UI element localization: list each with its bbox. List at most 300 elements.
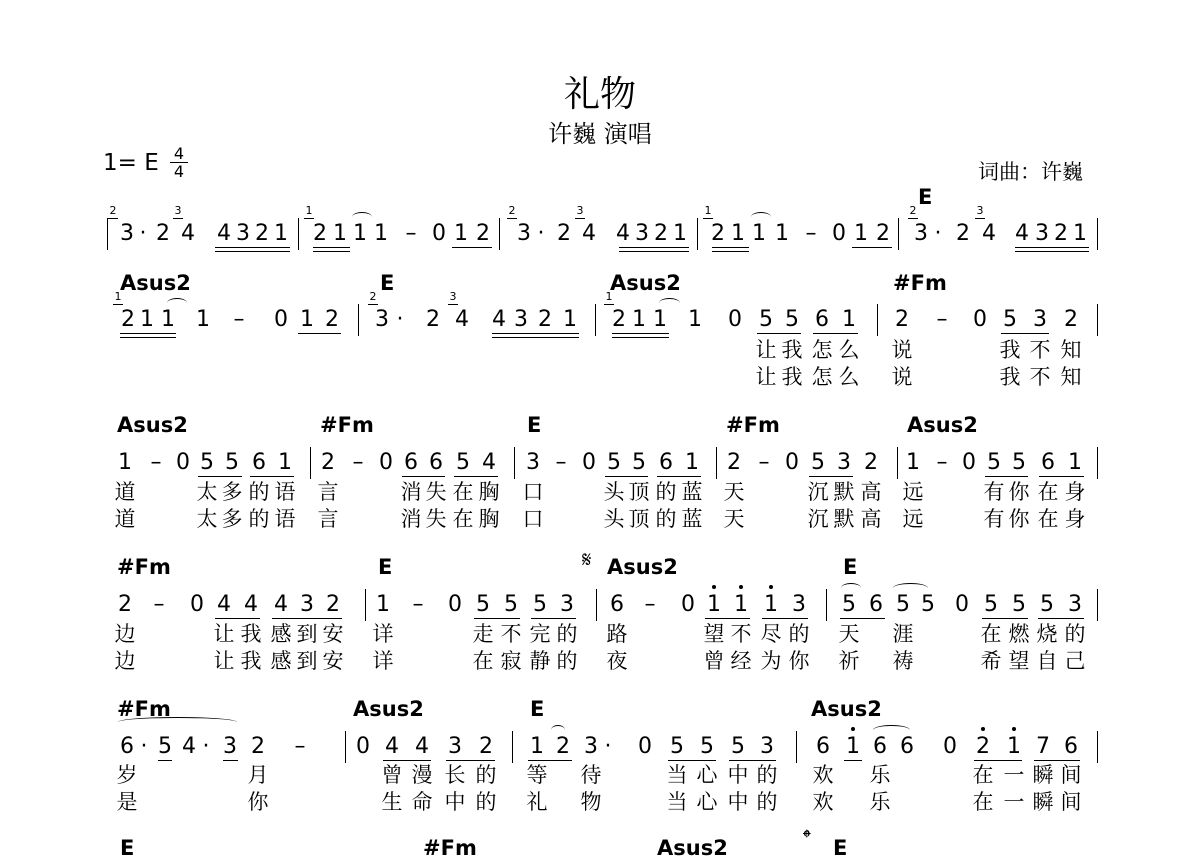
duration-underline bbox=[120, 337, 176, 338]
jianpu-note: 5 bbox=[896, 592, 910, 617]
jianpu-note: 5 bbox=[200, 450, 214, 475]
jianpu-note: 1 bbox=[731, 221, 745, 246]
duration-underline bbox=[250, 476, 294, 477]
jianpu-note: – bbox=[352, 450, 364, 475]
grace-note: 2 bbox=[109, 204, 117, 217]
slur bbox=[659, 298, 680, 308]
lyric-verse-1: 的 bbox=[1064, 622, 1086, 646]
lyric-verse-1: 详 bbox=[372, 622, 394, 646]
lyric-verse-1: 不 bbox=[730, 622, 752, 646]
lyric-verse-1: 在 bbox=[972, 763, 994, 787]
jianpu-note: 2 bbox=[556, 734, 570, 759]
barline bbox=[512, 731, 513, 763]
jianpu-note: 0 bbox=[681, 592, 695, 617]
lyric-verse-2: 天 bbox=[723, 507, 745, 531]
segno-sign: 𝄋 bbox=[582, 548, 592, 573]
lyric-verse-2: 中 bbox=[444, 790, 466, 814]
duration-underline bbox=[492, 333, 579, 334]
jianpu-note: · bbox=[202, 734, 210, 759]
jianpu-note: 5 bbox=[476, 592, 490, 617]
lyric-verse-1: 怎 bbox=[811, 338, 833, 362]
jianpu-note: · bbox=[934, 221, 942, 246]
octave-dot bbox=[739, 585, 743, 589]
jianpu-note: 3 bbox=[526, 450, 540, 475]
lyric-verse-2: 高 bbox=[860, 507, 882, 531]
jianpu-note: 6 bbox=[429, 450, 443, 475]
jianpu-note: 5 bbox=[632, 450, 646, 475]
jianpu-note: 0 bbox=[582, 450, 596, 475]
chord-symbol: Asus2 bbox=[607, 555, 678, 579]
barline bbox=[595, 304, 596, 336]
jianpu-note: 1 bbox=[563, 307, 577, 332]
lyric-verse-1: 不 bbox=[1029, 338, 1051, 362]
jianpu-note: – bbox=[936, 450, 948, 475]
lyric-verse-2: 让 bbox=[755, 365, 777, 389]
jianpu-note: · bbox=[604, 734, 612, 759]
jianpu-note: 5 bbox=[759, 307, 773, 332]
jianpu-note: 5 bbox=[607, 450, 621, 475]
jianpu-note: 1 bbox=[278, 450, 292, 475]
lyric-verse-2: 身 bbox=[1064, 507, 1086, 531]
lyric-verse-2: 太 bbox=[196, 507, 218, 531]
lyric-verse-1: 我 bbox=[781, 338, 803, 362]
chord-symbol: Asus2 bbox=[907, 413, 978, 437]
jianpu-note: 2 bbox=[255, 221, 269, 246]
lyric-verse-2: 远 bbox=[902, 507, 924, 531]
lyric-verse-1: 胸 bbox=[478, 480, 500, 504]
lyric-verse-1: 烧 bbox=[1036, 622, 1058, 646]
lyric-verse-2: 我 bbox=[240, 649, 262, 673]
barline bbox=[298, 218, 299, 250]
jianpu-note: · bbox=[537, 221, 545, 246]
lyric-verse-2: 祈 bbox=[838, 649, 860, 673]
performer-line: 许巍 演唱 bbox=[548, 120, 652, 148]
jianpu-note: 6 bbox=[900, 734, 914, 759]
jianpu-note: 1 bbox=[906, 450, 920, 475]
lyric-verse-1: 长 bbox=[444, 763, 466, 787]
jianpu-note: 0 bbox=[274, 307, 288, 332]
jianpu-note: 5 bbox=[1012, 592, 1026, 617]
jianpu-note: 2 bbox=[118, 592, 132, 617]
lyric-verse-1: 头 bbox=[603, 480, 625, 504]
jianpu-note: 1 bbox=[775, 221, 789, 246]
lyric-verse-1: 我 bbox=[240, 622, 262, 646]
jianpu-note: 2 bbox=[956, 221, 970, 246]
chord-symbol: Asus2 bbox=[120, 271, 191, 295]
jianpu-note: 0 bbox=[962, 450, 976, 475]
jianpu-note: 2 bbox=[313, 221, 327, 246]
slur bbox=[118, 717, 237, 727]
lyric-verse-2: 蓝 bbox=[681, 507, 703, 531]
jianpu-note: 4 bbox=[982, 221, 996, 246]
lyric-verse-1: 的 bbox=[655, 480, 677, 504]
grace-note: 1 bbox=[605, 290, 613, 303]
lyric-verse-2: 静 bbox=[529, 649, 551, 673]
jianpu-note: 1 bbox=[196, 307, 210, 332]
duration-underline bbox=[492, 337, 579, 338]
jianpu-note: 5 bbox=[987, 450, 1001, 475]
jianpu-note: 4 bbox=[415, 734, 429, 759]
jianpu-note: 5 bbox=[785, 307, 799, 332]
jianpu-note: 5 bbox=[1040, 592, 1054, 617]
lyric-verse-1: 的 bbox=[788, 622, 810, 646]
duration-underline bbox=[757, 333, 801, 334]
lyric-verse-2: 的 bbox=[655, 507, 677, 531]
grace-note: 3 bbox=[576, 204, 584, 217]
jianpu-note: 6 bbox=[610, 592, 624, 617]
lyric-verse-2: 安 bbox=[322, 649, 344, 673]
lyric-verse-1: 当 bbox=[666, 763, 688, 787]
grace-note: 1 bbox=[114, 290, 122, 303]
jianpu-note: 5 bbox=[1003, 307, 1017, 332]
lyric-verse-1: 瞬 bbox=[1032, 763, 1054, 787]
jianpu-note: 1 bbox=[842, 307, 856, 332]
lyric-verse-2: 在 bbox=[1037, 507, 1059, 531]
lyric-verse-2: 消 bbox=[400, 507, 422, 531]
jianpu-note: 1 bbox=[118, 450, 132, 475]
jianpu-note: 3 bbox=[760, 734, 774, 759]
jianpu-note: 0 bbox=[973, 307, 987, 332]
lyric-verse-1: 月 bbox=[247, 763, 269, 787]
lyric-verse-2: 道 bbox=[114, 507, 136, 531]
jianpu-note: 5 bbox=[811, 450, 825, 475]
lyric-verse-1: 失 bbox=[425, 480, 447, 504]
lyric-verse-2: 在 bbox=[452, 507, 474, 531]
jianpu-note: 0 bbox=[955, 592, 969, 617]
jianpu-note: 1 bbox=[374, 221, 388, 246]
jianpu-note: 0 bbox=[638, 734, 652, 759]
lyric-verse-2: 沉 bbox=[807, 507, 829, 531]
song-title: 礼物 bbox=[563, 74, 636, 115]
duration-underline bbox=[452, 247, 492, 248]
jianpu-note: 6 bbox=[1041, 450, 1055, 475]
lyric-verse-2: 寂 bbox=[500, 649, 522, 673]
lyric-verse-1: 在 bbox=[452, 480, 474, 504]
lyric-verse-2: 间 bbox=[1060, 790, 1082, 814]
lyric-verse-1: 蓝 bbox=[681, 480, 703, 504]
jianpu-note: 3 bbox=[375, 307, 389, 332]
jianpu-note: 2 bbox=[476, 221, 490, 246]
duration-underline bbox=[668, 760, 716, 761]
grace-note: 3 bbox=[174, 204, 182, 217]
barline bbox=[596, 589, 597, 621]
grace-note: 2 bbox=[369, 290, 377, 303]
jianpu-note: 0 bbox=[356, 734, 370, 759]
lyric-verse-1: 默 bbox=[833, 480, 855, 504]
lyric-verse-1: 安 bbox=[322, 622, 344, 646]
duration-underline bbox=[1015, 251, 1089, 252]
jianpu-note: 5 bbox=[533, 592, 547, 617]
jianpu-note: 1 bbox=[854, 221, 868, 246]
jianpu-note: 4 bbox=[582, 221, 596, 246]
time-signature-bottom: 4 bbox=[170, 162, 188, 180]
barline bbox=[1097, 731, 1098, 763]
duration-underline bbox=[198, 476, 242, 477]
lyric-verse-2: 你 bbox=[247, 790, 269, 814]
jianpu-note: · bbox=[140, 734, 148, 759]
lyric-verse-1: 的 bbox=[556, 622, 578, 646]
duration-underline bbox=[852, 247, 892, 248]
duration-underline bbox=[531, 618, 576, 619]
lyric-verse-1: 语 bbox=[274, 480, 296, 504]
jianpu-note: 7 bbox=[1036, 734, 1050, 759]
lyric-verse-1: 到 bbox=[296, 622, 318, 646]
jianpu-note: 4 bbox=[182, 734, 196, 759]
jianpu-note: 4 bbox=[385, 734, 399, 759]
lyric-verse-2: 自 bbox=[1036, 649, 1058, 673]
jianpu-note: 2 bbox=[727, 450, 741, 475]
jianpu-note: 4 bbox=[616, 221, 630, 246]
grace-note: 1 bbox=[305, 204, 313, 217]
lyric-verse-1: 的 bbox=[475, 763, 497, 787]
lyric-verse-1: 远 bbox=[902, 480, 924, 504]
jianpu-note: 2 bbox=[654, 221, 668, 246]
jianpu-note: 5 bbox=[842, 592, 856, 617]
jianpu-note: 6 bbox=[873, 734, 887, 759]
duration-underline bbox=[612, 333, 669, 334]
jianpu-note: – bbox=[412, 592, 424, 617]
barline bbox=[1097, 447, 1098, 479]
lyric-verse-1: 在 bbox=[1037, 480, 1059, 504]
jianpu-note: 3 bbox=[300, 592, 314, 617]
jianpu-note: – bbox=[555, 450, 567, 475]
jianpu-note: 4 bbox=[217, 592, 231, 617]
octave-dot bbox=[712, 585, 716, 589]
barline bbox=[716, 447, 717, 479]
lyric-verse-1: 多 bbox=[221, 480, 243, 504]
duration-underline bbox=[528, 760, 572, 761]
jianpu-note: 5 bbox=[731, 734, 745, 759]
lyric-verse-1: 太 bbox=[196, 480, 218, 504]
chord-symbol: E bbox=[380, 271, 395, 295]
grace-beam bbox=[703, 218, 713, 219]
barline bbox=[877, 304, 878, 336]
key-signature: 1= E bbox=[103, 150, 159, 176]
lyric-verse-1: 有 bbox=[983, 480, 1005, 504]
duration-underline bbox=[1015, 247, 1089, 248]
jianpu-note: 1 bbox=[333, 221, 347, 246]
jianpu-note: 4 bbox=[244, 592, 258, 617]
jianpu-note: 3 bbox=[1068, 592, 1082, 617]
duration-underline bbox=[657, 476, 701, 477]
lyric-verse-2: 夜 bbox=[606, 649, 628, 673]
jianpu-note: 3 bbox=[914, 221, 928, 246]
jianpu-note: 0 bbox=[176, 450, 190, 475]
lyric-verse-2: 己 bbox=[1064, 649, 1086, 673]
lyric-verse-2: 当 bbox=[666, 790, 688, 814]
jianpu-note: 5 bbox=[984, 592, 998, 617]
jianpu-note: 4 bbox=[455, 307, 469, 332]
barline bbox=[897, 447, 898, 479]
chord-symbol: #Fm bbox=[117, 555, 171, 579]
jianpu-note: 1 bbox=[1073, 221, 1087, 246]
jianpu-note: 1 bbox=[300, 307, 314, 332]
lyric-verse-2: 的 bbox=[248, 507, 270, 531]
lyric-verse-1: 完 bbox=[529, 622, 551, 646]
jianpu-note: 0 bbox=[432, 221, 446, 246]
duration-underline bbox=[120, 333, 176, 334]
lyricist-composer-credit: 词曲：许巍 bbox=[978, 160, 1083, 184]
jianpu-note: 6 bbox=[816, 734, 830, 759]
jianpu-note: 1 bbox=[752, 221, 766, 246]
jianpu-note: 3 bbox=[517, 221, 531, 246]
lyric-verse-1: 么 bbox=[838, 338, 860, 362]
jianpu-note: 1 bbox=[274, 221, 288, 246]
lyric-verse-1: 沉 bbox=[807, 480, 829, 504]
jianpu-note: 1 bbox=[454, 221, 468, 246]
lyric-verse-2: 经 bbox=[730, 649, 752, 673]
barline bbox=[796, 731, 797, 763]
jianpu-note: 2 bbox=[326, 592, 340, 617]
lyric-verse-2: 知 bbox=[1060, 365, 1082, 389]
duration-underline bbox=[1034, 760, 1080, 761]
lyric-verse-2: 的 bbox=[756, 790, 778, 814]
grace-note: 1 bbox=[704, 204, 712, 217]
lyric-verse-1: 望 bbox=[703, 622, 725, 646]
lyric-verse-2: 物 bbox=[580, 790, 602, 814]
duration-underline bbox=[619, 247, 689, 248]
barline bbox=[365, 589, 366, 621]
barline bbox=[358, 304, 359, 336]
jianpu-note: 1 bbox=[673, 221, 687, 246]
chord-symbol: #Fm bbox=[423, 836, 477, 860]
lyric-verse-2: 我 bbox=[999, 365, 1021, 389]
lyric-verse-1: 尽 bbox=[760, 622, 782, 646]
lyric-verse-1: 说 bbox=[891, 338, 913, 362]
lyric-verse-1: 心 bbox=[696, 763, 718, 787]
lyric-verse-1: 天 bbox=[838, 622, 860, 646]
lyric-verse-2: 默 bbox=[833, 507, 855, 531]
jianpu-note: 1 bbox=[688, 307, 702, 332]
lyric-verse-1: 你 bbox=[1008, 480, 1030, 504]
lyric-verse-2: 怎 bbox=[811, 365, 833, 389]
jianpu-note: 2 bbox=[711, 221, 725, 246]
barline bbox=[1097, 589, 1098, 621]
lyric-verse-1: 待 bbox=[580, 763, 602, 787]
lyric-verse-1: 言 bbox=[317, 480, 339, 504]
jianpu-note: 5 bbox=[456, 450, 470, 475]
grace-beam bbox=[108, 218, 118, 219]
jianpu-note: 3 bbox=[584, 734, 598, 759]
jianpu-note: 4 bbox=[482, 450, 496, 475]
lyric-verse-2: 心 bbox=[696, 790, 718, 814]
octave-dot bbox=[1012, 727, 1016, 731]
lyric-verse-1: 岁 bbox=[116, 763, 138, 787]
jianpu-note: 6 bbox=[252, 450, 266, 475]
jianpu-note: – bbox=[805, 221, 817, 246]
duration-underline bbox=[446, 760, 495, 761]
lyric-verse-2: 你 bbox=[1008, 507, 1030, 531]
jianpu-note: 6 bbox=[120, 734, 134, 759]
jianpu-note: 1 bbox=[140, 307, 154, 332]
jianpu-note: – bbox=[758, 450, 770, 475]
jianpu-note: 6 bbox=[869, 592, 883, 617]
duration-underline bbox=[612, 337, 669, 338]
jianpu-note: 6 bbox=[815, 307, 829, 332]
jianpu-note: 3 bbox=[120, 221, 134, 246]
jianpu-note: 4 bbox=[181, 221, 195, 246]
duration-underline bbox=[729, 760, 776, 761]
jianpu-note: 4 bbox=[492, 307, 506, 332]
lyric-verse-2: 生 bbox=[381, 790, 403, 814]
jianpu-note: 4 bbox=[274, 592, 288, 617]
chord-symbol: E bbox=[378, 555, 393, 579]
jianpu-note: 1 bbox=[685, 450, 699, 475]
grace-beam bbox=[908, 218, 918, 219]
jianpu-note: · bbox=[139, 221, 147, 246]
jianpu-note: – bbox=[644, 592, 656, 617]
jianpu-note: 1 bbox=[846, 734, 860, 759]
jianpu-note: 1 bbox=[707, 592, 721, 617]
jianpu-note: 3 bbox=[837, 450, 851, 475]
jianpu-note: – bbox=[150, 450, 162, 475]
jianpu-note: 3 bbox=[560, 592, 574, 617]
chord-symbol: E bbox=[120, 836, 135, 860]
lyric-verse-2: 礼 bbox=[526, 790, 548, 814]
grace-note: 3 bbox=[449, 290, 457, 303]
grace-note: 3 bbox=[976, 204, 984, 217]
lyric-verse-1: 我 bbox=[999, 338, 1021, 362]
jianpu-note: 6 bbox=[404, 450, 418, 475]
grace-beam bbox=[304, 218, 314, 219]
duration-underline bbox=[840, 618, 885, 619]
lyric-verse-2: 为 bbox=[760, 649, 782, 673]
duration-underline bbox=[619, 251, 689, 252]
lyric-verse-2: 胸 bbox=[478, 507, 500, 531]
lyric-verse-1: 不 bbox=[500, 622, 522, 646]
chord-symbol: Asus2 bbox=[117, 413, 188, 437]
jianpu-note: 3 bbox=[635, 221, 649, 246]
duration-underline bbox=[1001, 333, 1049, 334]
lyric-verse-2: 让 bbox=[213, 649, 235, 673]
jianpu-note: 5 bbox=[921, 592, 935, 617]
chord-symbol: #Fm bbox=[726, 413, 780, 437]
lyric-verse-2: 欢 bbox=[812, 790, 834, 814]
jianpu-note: 4 bbox=[1015, 221, 1029, 246]
chord-symbol: #Fm bbox=[320, 413, 374, 437]
jianpu-note: 1 bbox=[764, 592, 778, 617]
jianpu-note: 2 bbox=[251, 734, 265, 759]
lyric-verse-1: 间 bbox=[1060, 763, 1082, 787]
lyric-verse-2: 在 bbox=[972, 790, 994, 814]
lyric-verse-1: 身 bbox=[1064, 480, 1086, 504]
chord-symbol: #Fm bbox=[893, 271, 947, 295]
duration-underline bbox=[1039, 476, 1084, 477]
duration-underline bbox=[974, 760, 1022, 761]
lyric-verse-2: 多 bbox=[221, 507, 243, 531]
slur bbox=[893, 583, 928, 593]
lyric-verse-1: 漫 bbox=[411, 763, 433, 787]
jianpu-note: 5 bbox=[225, 450, 239, 475]
jianpu-note: 2 bbox=[325, 307, 339, 332]
jianpu-note: 2 bbox=[864, 450, 878, 475]
jianpu-note: 2 bbox=[1064, 307, 1078, 332]
barline bbox=[514, 447, 515, 479]
lyric-verse-1: 路 bbox=[606, 622, 628, 646]
jianpu-note: 6 bbox=[1064, 734, 1078, 759]
lyric-verse-2: 到 bbox=[296, 649, 318, 673]
lyric-verse-2: 边 bbox=[114, 649, 136, 673]
jianpu-note: 0 bbox=[190, 592, 204, 617]
duration-underline bbox=[705, 618, 750, 619]
lyric-verse-2: 的 bbox=[556, 649, 578, 673]
lyric-verse-1: 一 bbox=[1003, 763, 1025, 787]
jianpu-note: 1 bbox=[632, 307, 646, 332]
lyric-verse-1: 曾 bbox=[381, 763, 403, 787]
slur bbox=[841, 583, 861, 593]
slur bbox=[352, 212, 372, 222]
duration-underline bbox=[454, 476, 498, 477]
